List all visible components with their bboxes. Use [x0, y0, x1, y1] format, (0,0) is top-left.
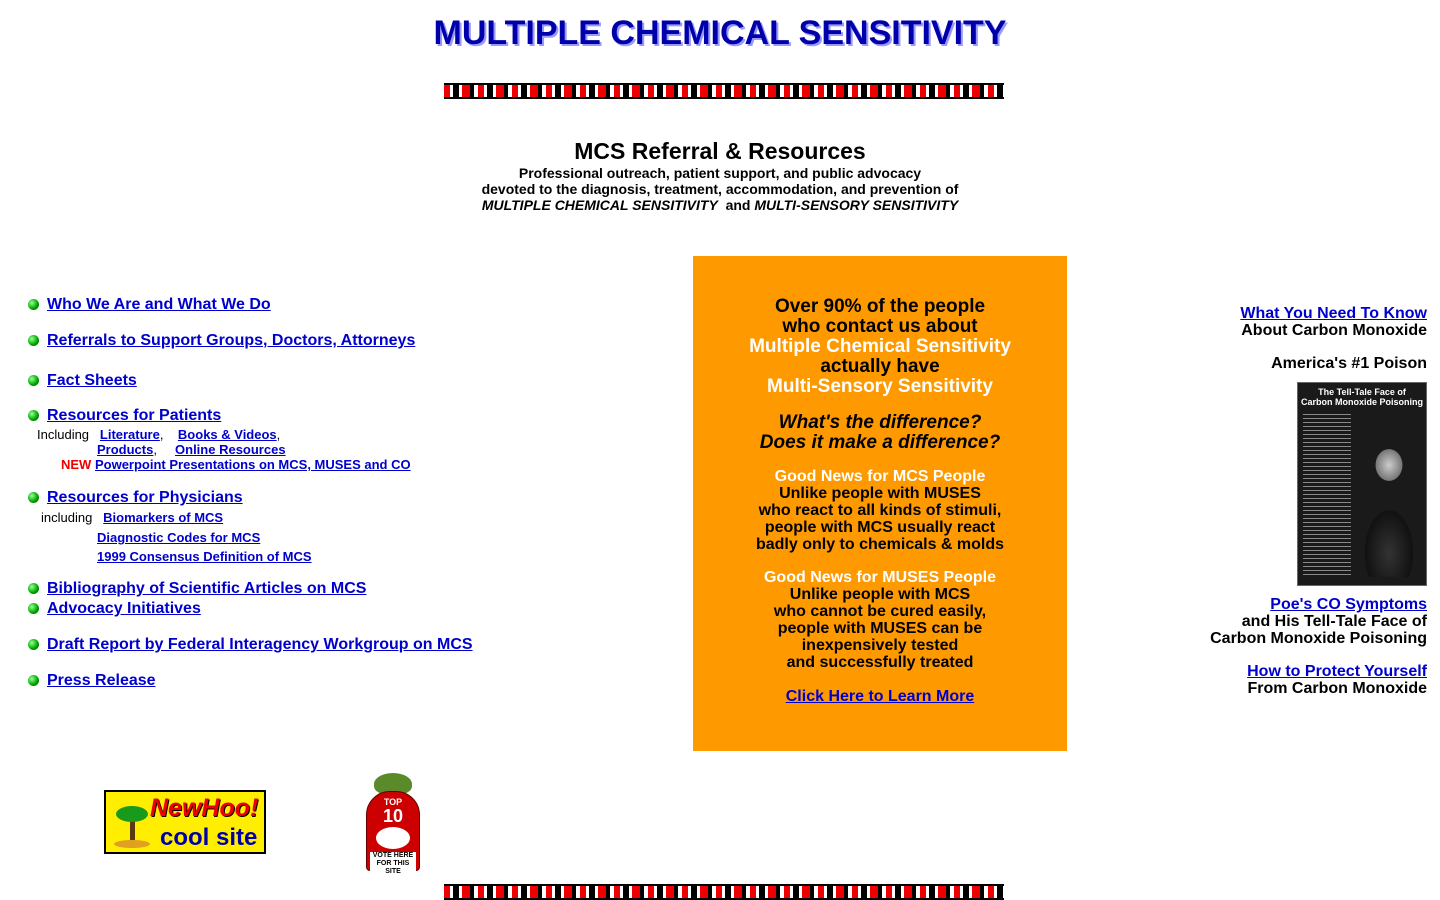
- vote-label: VOTE HERE FOR THIS SITE: [370, 852, 416, 876]
- mcs-good-news-4: badly only to chemicals & molds: [755, 536, 1005, 553]
- physicians-sub-2: [97, 530, 260, 545]
- mcs-good-news-1: Unlike people with MUSES: [779, 485, 981, 502]
- including-label: Including: [37, 427, 90, 442]
- and-word: and: [725, 197, 751, 213]
- muses-good-news-3: people with MUSES can be: [777, 620, 983, 637]
- mcs-good-news-3: people with MCS usually react: [764, 519, 996, 536]
- muses-info-box: [693, 256, 1067, 751]
- menu-item-facts: [28, 372, 137, 390]
- menu-item-press: [28, 672, 156, 690]
- link-protect-yourself[interactable]: How to Protect Yourself: [1247, 663, 1427, 680]
- patients-sub-2: Products, Online Resources: [97, 442, 286, 457]
- muses-good-news-heading: Good News for MUSES People: [763, 569, 997, 586]
- link-fact-sheets[interactable]: Fact Sheets: [47, 372, 137, 389]
- link-resources-physicians[interactable]: Resources for Physicians: [47, 489, 243, 506]
- newhoo-cool-site-badge[interactable]: [104, 790, 266, 854]
- link-bibliography[interactable]: Bibliography of Scientific Articles on MCS: [47, 580, 367, 597]
- link-referrals[interactable]: Referrals to Support Groups, Doctors, Attorneys: [47, 332, 416, 349]
- menu-item-who: [28, 296, 271, 314]
- muses-good-news-1: Unlike people with MCS: [789, 586, 971, 603]
- bullet-icon: [28, 335, 39, 346]
- physicians-sub-1: [41, 510, 223, 525]
- box-question-1: What's the difference?: [778, 412, 982, 433]
- bullet-icon: [28, 675, 39, 686]
- poe-portrait: [1356, 417, 1422, 577]
- link-diagnostic-codes[interactable]: Diagnostic Codes for MCS: [97, 530, 261, 545]
- link-what-you-need-to-know[interactable]: What You Need To Know: [1240, 305, 1427, 322]
- mcs-good-news-heading: Good News for MCS People: [774, 468, 986, 485]
- box-line-4: actually have: [820, 356, 940, 377]
- muses-good-news-5: and successfully treated: [786, 654, 974, 671]
- bullet-icon: [28, 375, 39, 386]
- link-advocacy[interactable]: Advocacy Initiatives: [47, 600, 201, 617]
- cool-site-text: cool site: [160, 824, 258, 851]
- link-consensus-definition[interactable]: 1999 Consensus Definition of MCS: [97, 549, 312, 564]
- link-resources-patients[interactable]: Resources for Patients: [47, 407, 222, 424]
- muses-good-news-2: who cannot be cured easily,: [773, 603, 987, 620]
- red-jellyfish-top10-badge[interactable]: [366, 773, 420, 875]
- link-books-videos[interactable]: Books & Videos: [177, 427, 277, 442]
- link-press-release[interactable]: Press Release: [47, 672, 156, 689]
- menu-item-referrals: [28, 332, 415, 350]
- intro-line-1: Professional outreach, patient support, and public advocacy: [518, 165, 922, 181]
- muses-good-news-4: inexpensively tested: [801, 637, 959, 654]
- link-who[interactable]: Who We Are and What We Do: [47, 296, 271, 313]
- physicians-sub-3: [97, 549, 312, 564]
- link-draft-report[interactable]: Draft Report by Federal Interagency Workgroup on MCS: [47, 636, 473, 653]
- about-co: About Carbon Monoxide: [1241, 322, 1427, 339]
- poster-title-1: The Tell-Tale Face of: [1318, 387, 1406, 397]
- bullet-icon: [28, 410, 39, 421]
- intro-heading: MCS Referral & Resources: [574, 138, 866, 164]
- patients-sub-1: Including Literature, Books & Videos,: [37, 427, 281, 442]
- decorative-border-bottom: [444, 884, 1004, 900]
- protect-line-2: From Carbon Monoxide: [1247, 680, 1427, 697]
- palm-tree-icon: [114, 802, 150, 848]
- muses-term: MULTI-SENSORY SENSITIVITY: [754, 197, 959, 213]
- learn-more-link[interactable]: Click Here to Learn More: [785, 688, 975, 705]
- jellyfish-logo: [376, 827, 410, 849]
- menu-item-bibliography: [28, 580, 366, 598]
- bullet-icon: [28, 299, 39, 310]
- badge-body: [366, 791, 420, 875]
- menu-item-advocacy: [28, 600, 201, 618]
- newhoo-text: NewHoo!: [150, 794, 259, 822]
- ten-label: 10: [382, 806, 404, 826]
- poster-title-2: Carbon Monoxide Poisoning: [1301, 397, 1423, 407]
- box-line-3: Multiple Chemical Sensitivity: [749, 336, 1011, 357]
- box-question-2: Does it make a difference?: [759, 432, 1001, 453]
- patients-sub-3: [61, 457, 411, 472]
- link-poe-symptoms[interactable]: Poe's CO Symptoms: [1270, 596, 1427, 613]
- mcs-good-news-2: who react to all kinds of stimuli,: [758, 502, 1002, 519]
- new-badge: NEW: [61, 457, 92, 472]
- bullet-icon: [28, 639, 39, 650]
- poster-text-block: [1303, 413, 1351, 578]
- mcs-term: MULTIPLE CHEMICAL SENSITIVITY: [481, 197, 718, 213]
- decorative-border-top: [444, 83, 1004, 99]
- link-online-resources[interactable]: Online Resources: [175, 442, 286, 457]
- poe-line-3: Carbon Monoxide Poisoning: [1210, 630, 1427, 647]
- poe-poster-image[interactable]: [1297, 382, 1427, 586]
- page-title: MULTIPLE CHEMICAL SENSITIVITY: [433, 14, 1007, 52]
- link-literature[interactable]: Literature: [99, 427, 160, 442]
- box-line-1: Over 90% of the people: [774, 296, 986, 317]
- americas-poison: America's #1 Poison: [1271, 355, 1427, 372]
- menu-item-draft: [28, 636, 473, 654]
- bullet-icon: [28, 492, 39, 503]
- box-line-2: who contact us about: [782, 316, 978, 337]
- menu-item-physicians: [28, 489, 243, 507]
- menu-item-patients: [28, 407, 221, 425]
- link-biomarkers[interactable]: Biomarkers of MCS: [103, 510, 224, 525]
- link-products[interactable]: Products: [97, 442, 154, 457]
- top-label: TOP: [383, 797, 403, 807]
- bullet-icon: [28, 603, 39, 614]
- box-line-5: Multi-Sensory Sensitivity: [767, 376, 993, 397]
- link-powerpoint[interactable]: Powerpoint Presentations on MCS, MUSES and CO: [94, 457, 411, 472]
- poe-line-2: and His Tell-Tale Face of: [1241, 613, 1427, 630]
- intro-section: [0, 138, 1440, 213]
- co-sidebar: [1167, 305, 1427, 697]
- bullet-icon: [28, 583, 39, 594]
- intro-line-3: [0, 197, 1440, 213]
- including-label-2: including: [41, 510, 93, 525]
- intro-line-2: devoted to the diagnosis, treatment, accommodation, and prevention of: [481, 181, 959, 197]
